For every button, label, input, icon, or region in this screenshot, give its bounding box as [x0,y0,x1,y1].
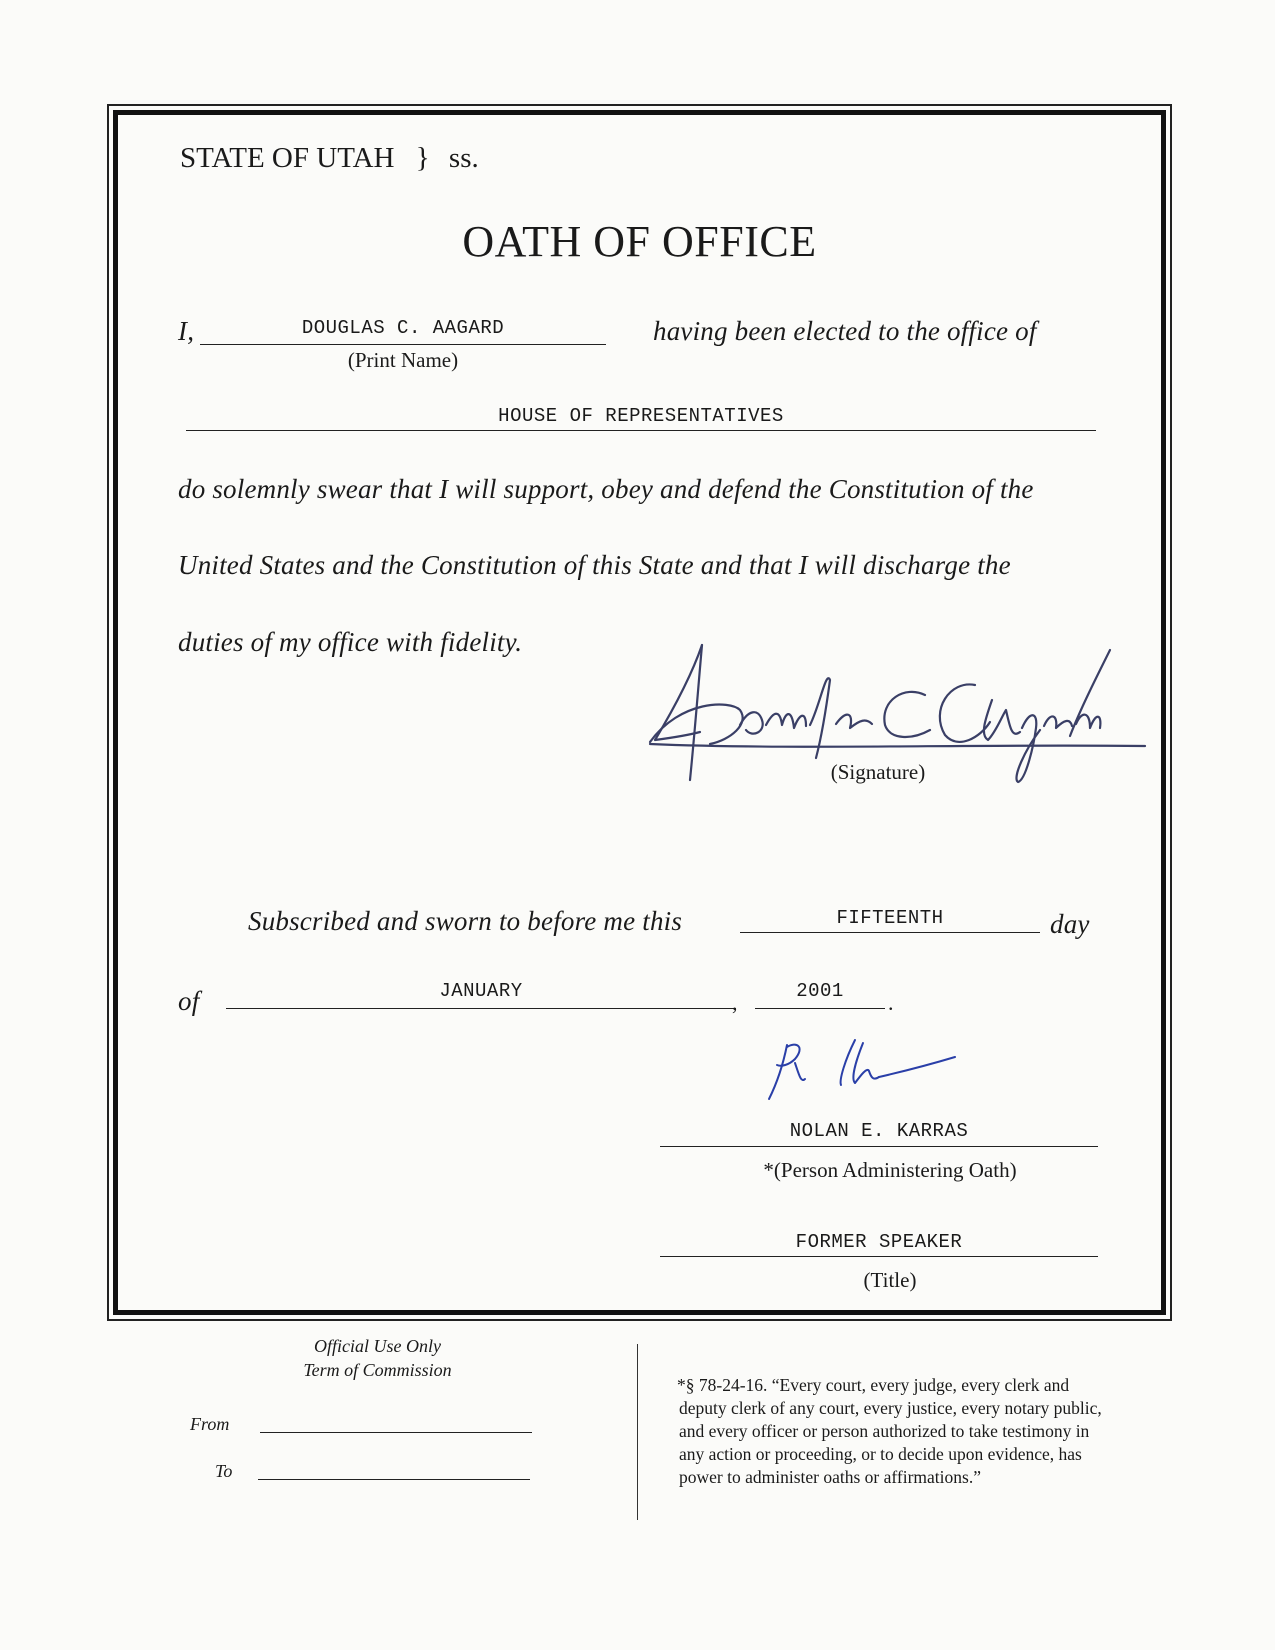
of-word: of [178,986,200,1016]
footer-divider [637,1344,638,1520]
state-label: STATE OF UTAH [180,142,395,174]
print-name-line [200,344,606,345]
state-header [180,142,479,175]
day-line [740,932,1040,933]
footnote-line-3: and every officer or person authorized to take testimony in [679,1421,1090,1441]
from-label: From [190,1414,230,1434]
statute-footnote [677,1374,1102,1489]
print-name-value: DOUGLAS C. AAGARD [301,317,505,339]
footnote-line-1: *§ 78-24-16. “Every court, every judge, every clerk and [677,1375,1070,1395]
footnote-line-5: power to administer oaths or affirmations.” [679,1467,981,1487]
print-name-caption: (Print Name) [347,348,459,372]
elected-text: having been elected to the office of [653,316,1037,346]
administrator-title-caption: (Title) [863,1268,917,1292]
oath-body-line-3: duties of my office with fidelity. [178,627,523,657]
ss-label: ss. [448,142,479,174]
footnote-line-2: deputy clerk of any court, every justice, every notary public, [679,1398,1102,1418]
year-line [755,1008,885,1009]
from-input-line[interactable] [260,1432,532,1433]
signature-caption: (Signature) [830,760,926,784]
administrator-title-line [660,1256,1098,1257]
administrator-name-caption: *(Person Administering Oath) [763,1158,1017,1182]
administrator-name-value: NOLAN E. KARRAS [789,1120,969,1142]
document-title: OATH OF OFFICE [462,217,817,266]
period: . [888,990,894,1015]
oath-body-line-2: United States and the Constitution of this State and that I will discharge the [178,550,1011,580]
year-value: 2001 [796,980,844,1002]
comma: , [732,990,738,1015]
month-line [226,1008,736,1009]
administrator-signature [765,1035,965,1105]
sworn-prefix: Subscribed and sworn to before me this [248,906,683,936]
month-value: JANUARY [439,980,523,1002]
to-input-line[interactable] [258,1479,530,1480]
office-value: HOUSE OF REPRESENTATIVES [498,405,784,427]
brace: } [415,142,430,174]
oath-body-line-1: do solemnly swear that I will support, obey and defend the Constitution of the [178,474,1034,504]
official-use-heading: Official Use Only [314,1336,441,1356]
day-word: day [1050,909,1090,939]
administrator-title-value: FORMER SPEAKER [795,1231,963,1253]
footnote-line-4: any action or proceeding, or to decide upon evidence, has [679,1444,1082,1464]
to-label: To [215,1461,233,1481]
day-value: FIFTEENTH [836,907,944,929]
i-prefix: I, [178,316,195,346]
administrator-name-line [660,1146,1098,1147]
office-line [186,430,1096,431]
term-of-commission-heading: Term of Commission [303,1360,452,1380]
